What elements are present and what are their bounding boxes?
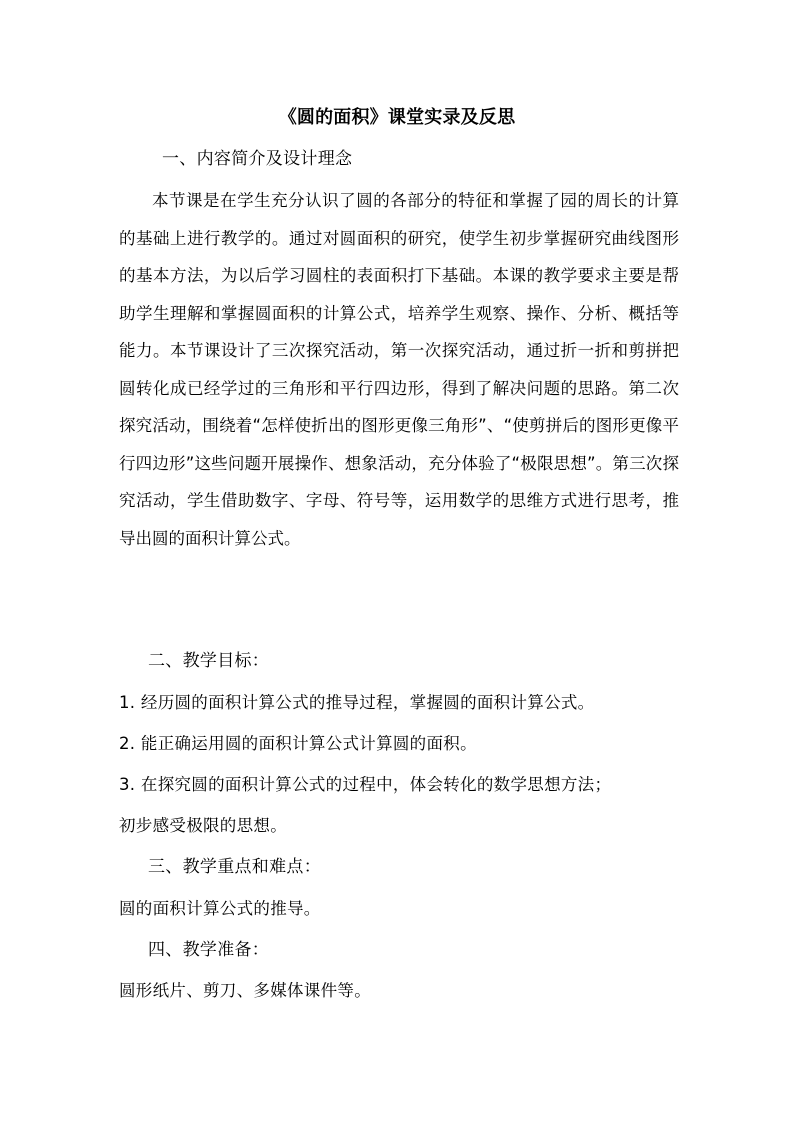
goal-item-1: 1. 经历圆的面积计算公式的推导过程，掌握圆的面积计算公式。 [119, 693, 595, 712]
section-heading-preparation: 四、教学准备： [148, 940, 270, 960]
goal-item-3: 3. 在探究圆的面积计算公式的过程中，体会转化的数学思想方法； [119, 775, 612, 794]
intro-paragraph: 本节课是在学生充分认识了圆的各部分的特征和掌握了园的周长的计算的基础上进行教学的。通过对圆面积的研究，使学生初步掌握研究曲线图形的基本方法，为以后学习圆柱的表面积打下基础。本课的教学要求主要是帮助学生理解和掌握圆面积的计算公式，培养学生观察、操作、分析、概括等能力。本节课设计了三次探究活动，第一次探究活动，通过折一折和剪拼把圆转化成已经学过的三角形和平行四边形，得到了解决问题的思路。第二次探究活动，围绕着“怎样使折出的图形更像三角形”、“使剪拼后的图形更像平行四边形”这些问题开展操作、想象活动，充分体验了“极限思想”。第三次探究活动，学生借助数字、字母、符号等，运用数学的思维方式进行思考，推导出圆的面积计算公式。 [119, 191, 679, 548]
section-heading-intro: 一、内容简介及设计理念 [162, 149, 353, 169]
section-heading-key-points: 三、教学重点和难点： [148, 857, 321, 877]
goal-item-3-continued: 初步感受极限的思想。 [119, 816, 287, 835]
document-title: 《圆的面积》课堂实录及反思 [278, 107, 516, 128]
key-points-text: 圆的面积计算公式的推导。 [119, 899, 321, 918]
goal-item-2: 2. 能正确运用圆的面积计算公式计算圆的面积。 [119, 734, 477, 753]
section-heading-goals: 二、教学目标： [148, 651, 270, 671]
preparation-text: 圆形纸片、剪刀、多媒体课件等。 [119, 981, 371, 1000]
